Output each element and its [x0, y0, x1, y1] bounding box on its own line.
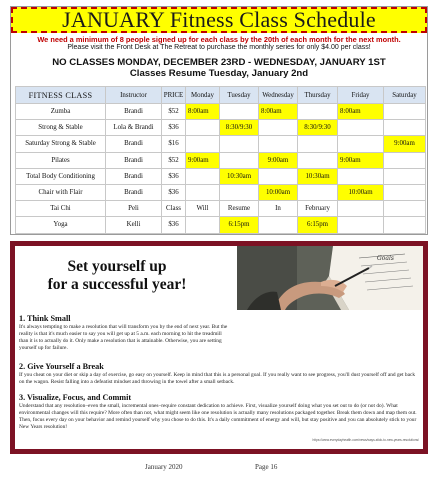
footer-page-number: Page 16: [255, 463, 278, 471]
schedule-table: [15, 86, 426, 234]
time-slot: [384, 120, 426, 136]
time-slot: 10:00am: [338, 184, 384, 200]
schedule-title-banner: [11, 7, 427, 33]
front-desk-notice: Please visit the Front Desk at The Retreat to purchase the monthly series for only $4.00 per class!: [67, 44, 371, 51]
class-name: Tai Chi: [16, 201, 106, 217]
table-row: [16, 184, 426, 200]
tip-heading: 1. Think Small: [19, 314, 71, 323]
time-slot: [259, 120, 298, 136]
resolution-article-card: [10, 241, 428, 454]
instructor: Brandi: [106, 152, 162, 168]
time-slot: [298, 152, 338, 168]
instructor: Brandi: [106, 168, 162, 184]
time-slot: [338, 136, 384, 152]
time-slot: 8:00am: [338, 104, 384, 120]
time-slot: 6:15pm: [220, 217, 259, 233]
time-slot: 10:00am: [259, 184, 298, 200]
fitness-schedule-card: [10, 6, 428, 235]
time-slot: 10:30am: [220, 168, 259, 184]
tip-give-yourself-a-break: [19, 362, 419, 386]
class-name: Yoga: [16, 217, 106, 233]
time-slot: 8:30/9:30: [298, 120, 338, 136]
table-row: [16, 120, 426, 136]
time-slot: [186, 136, 220, 152]
time-slot: [220, 152, 259, 168]
class-name: Zumba: [16, 104, 106, 120]
headline-line-2: for a successful year!: [47, 276, 187, 293]
time-slot: [186, 184, 220, 200]
table-row: [16, 136, 426, 152]
time-slot: Resume: [220, 201, 259, 217]
table-row: [16, 217, 426, 233]
time-slot: 9:00am: [259, 152, 298, 168]
time-slot: [259, 136, 298, 152]
header-tuesday: Tuesday: [220, 87, 259, 104]
time-slot: [384, 104, 426, 120]
time-slot: 8:00am: [186, 104, 220, 120]
time-slot: [186, 120, 220, 136]
price: $16: [162, 136, 186, 152]
time-slot: 9:00am: [384, 136, 426, 152]
table-row: [16, 152, 426, 168]
table-row: [16, 168, 426, 184]
class-name: Total Body Conditioning: [16, 168, 106, 184]
time-slot: [384, 201, 426, 217]
time-slot: 8:00am: [259, 104, 298, 120]
journal-photo-icon: [237, 246, 423, 310]
headline-line-1: Set yourself up: [67, 258, 167, 275]
header-monday: Monday: [186, 87, 220, 104]
schedule-header-row: [16, 87, 426, 104]
article-headline: [15, 258, 219, 294]
signup-notice: We need a minimum of 8 people signed up for each class by the 20th of each month for the next month.: [37, 35, 401, 44]
price: $52: [162, 152, 186, 168]
class-name: Pilates: [16, 152, 106, 168]
time-slot: 8:30/9:30: [220, 120, 259, 136]
journal-goals-photo: [237, 246, 423, 310]
tip-body: It's always tempting to make a resolution that will transform you by the end of next year. But the reality is that it's much easier to say you will get up at 5 a.m. each morning to hit the treadmill than it is to actually do it. Only make a resolution that is attainable. Otherwise, you are setting yourself up for failure.: [19, 324, 228, 351]
instructor: Peli: [106, 201, 162, 217]
header-instructor: Instructor: [106, 87, 162, 104]
header-friday: Friday: [338, 87, 384, 104]
price: $36: [162, 184, 186, 200]
class-name: Saturday Strong & Stable: [16, 136, 106, 152]
time-slot: [384, 217, 426, 233]
schedule-title: JANUARY Fitness Class Schedule: [62, 7, 376, 32]
time-slot: [338, 217, 384, 233]
tip-heading: 2. Give Yourself a Break: [19, 362, 104, 371]
tip-think-small: [19, 314, 229, 352]
instructor: Brandi: [106, 104, 162, 120]
time-slot: In: [259, 201, 298, 217]
time-slot: [259, 217, 298, 233]
time-slot: [338, 201, 384, 217]
time-slot: [338, 168, 384, 184]
time-slot: [220, 104, 259, 120]
time-slot: [384, 184, 426, 200]
time-slot: [220, 136, 259, 152]
class-name: Chair with Flair: [16, 184, 106, 200]
instructor: Kelli: [106, 217, 162, 233]
footer-date: January 2020: [145, 463, 183, 471]
source-credit-link[interactable]: https://www.everydayhealth.com/news/ways-stick-to-new-years-resolutions/: [312, 438, 419, 442]
time-slot: [298, 104, 338, 120]
tip-body: Understand that any resolution–even the small, incremental ones–require constant dedication to achieve. First, visualize yourself doing what you set out to do (or not do). What environmental changes will this require? More often than not, what might seem like one resolution is actually many resolutions packaged together. Break them down and map them out. Then, focus every day on your behavior and remind yourself why you chose to do this. It's a daily commitment of energy and will, but stay positive and you can absolutely stick to your New Years resolution!: [19, 403, 417, 430]
time-slot: [384, 168, 426, 184]
time-slot: [338, 120, 384, 136]
time-slot: Will: [186, 201, 220, 217]
table-row: [16, 201, 426, 217]
time-slot: [186, 217, 220, 233]
price: $36: [162, 168, 186, 184]
header-wednesday: Wednesday: [259, 87, 298, 104]
tip-visualize-focus-commit: [19, 393, 419, 431]
time-slot: 9:00am: [186, 152, 220, 168]
time-slot: 9:00am: [338, 152, 384, 168]
instructor: Brandi: [106, 184, 162, 200]
price: $36: [162, 120, 186, 136]
time-slot: February: [298, 201, 338, 217]
header-saturday: Saturday: [384, 87, 426, 104]
header-fitness-class: FITNESS CLASS: [16, 87, 106, 104]
header-thursday: Thursday: [298, 87, 338, 104]
tip-body: If you cheat on your diet or skip a day of exercise, go easy on yourself. Keep in mind that this is a personal goal. If you really want to see progress, you'll dust yourself off and get back on the wagon. Resist falling into a defeatist mindset and throwing in the towel after a small setback.: [19, 372, 416, 385]
instructor: Brandi: [106, 136, 162, 152]
resume-notice: Classes Resume Tuesday, January 2nd: [129, 68, 309, 79]
price: $36: [162, 217, 186, 233]
time-slot: 6:15pm: [298, 217, 338, 233]
time-slot: [384, 152, 426, 168]
time-slot: [298, 136, 338, 152]
header-price: PRICE: [162, 87, 186, 104]
time-slot: 10:30am: [298, 168, 338, 184]
price: $52: [162, 104, 186, 120]
closure-notice: NO CLASSES MONDAY, DECEMBER 23RD - WEDNESDAY, JANUARY 1ST: [52, 57, 386, 68]
table-row: [16, 104, 426, 120]
article-body: [15, 246, 423, 449]
tip-heading: 3. Visualize, Focus, and Commit: [19, 393, 132, 402]
class-name: Strong & Stable: [16, 120, 106, 136]
time-slot: [186, 168, 220, 184]
time-slot: [298, 184, 338, 200]
price: Class: [162, 201, 186, 217]
time-slot: [220, 184, 259, 200]
time-slot: [259, 168, 298, 184]
svg-text:Goals: Goals: [377, 255, 394, 262]
instructor: Lola & Brandi: [106, 120, 162, 136]
